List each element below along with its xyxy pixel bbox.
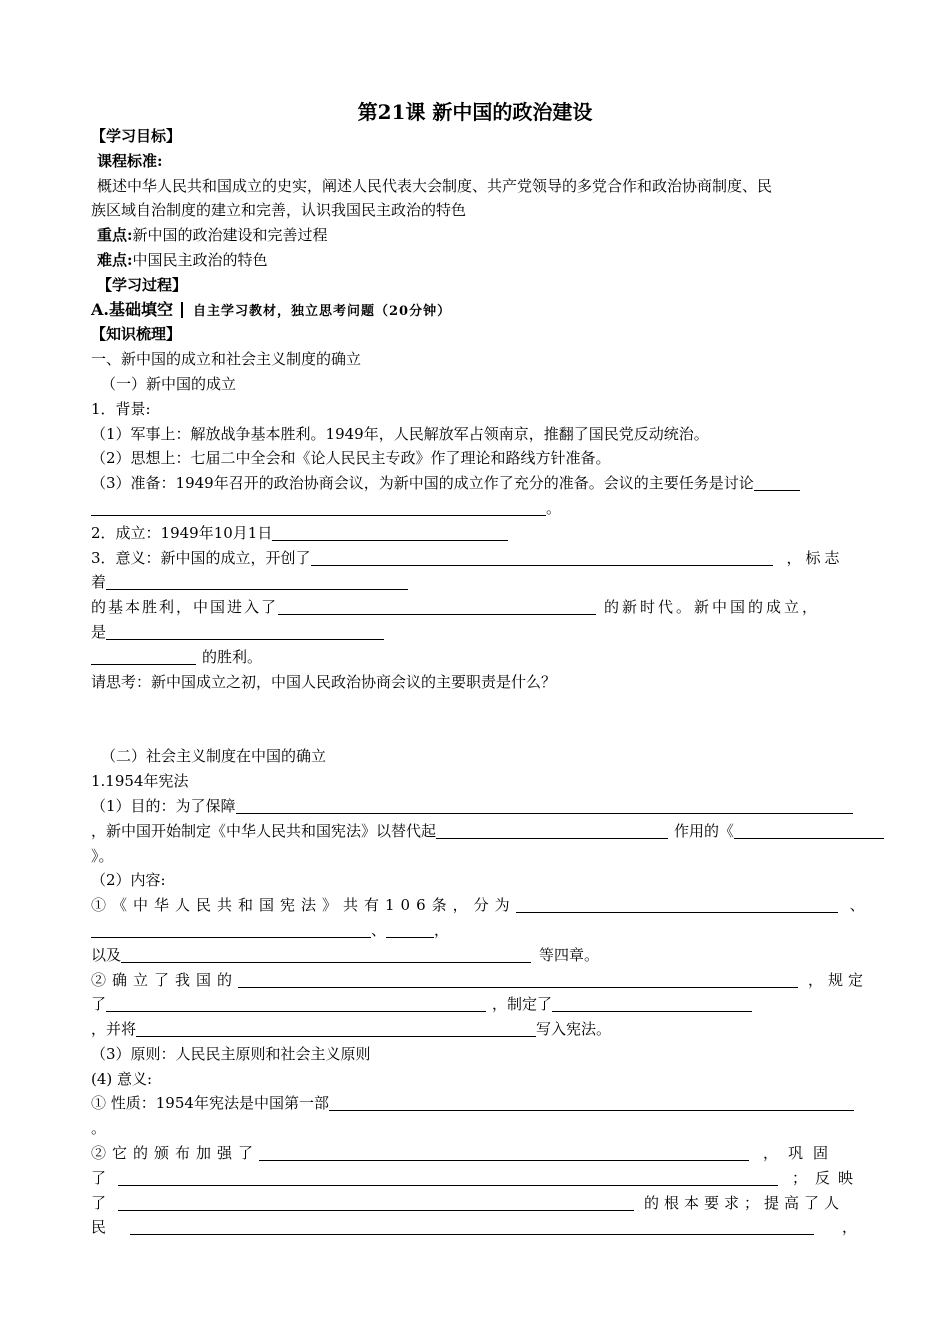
background-label: 1．背景:: [91, 399, 151, 418]
blank[interactable]: [236, 796, 853, 814]
significance-text: ，标志: [786, 548, 844, 567]
content-text: 以及: [91, 945, 122, 964]
blank[interactable]: [754, 473, 800, 491]
standard-text-2: 族区域自治制度的建立和完善，认识我国民主政治的特色: [91, 201, 467, 220]
meaning-text: 了: [91, 1193, 107, 1212]
significance-2: [91, 570, 859, 595]
blank[interactable]: [259, 1143, 749, 1161]
think-question: 请思考：新中国成立之初，中国人民政治协商会议的主要职责是什么？: [91, 672, 557, 691]
content-text: ，制定了: [492, 995, 553, 1014]
significance-text: 着: [91, 573, 107, 592]
significance-text: 3．意义：新中国的成立，开创了: [91, 548, 311, 567]
purpose-text: 作用的《: [674, 821, 735, 840]
meaning-2-cont2: [91, 1191, 859, 1216]
blank[interactable]: [329, 1093, 854, 1111]
standard-text-1: 概述中华人民共和国成立的史实，阐述人民代表大会制度、共产党领导的多党合作和政治协商制度、民: [97, 176, 773, 195]
meaning-text: ① 性质：1954年宪法是中国第一部: [91, 1094, 329, 1113]
purpose-text: ，新中国开始制定《中华人民共和国宪法》以替代起: [91, 821, 437, 840]
blank[interactable]: [516, 895, 838, 913]
section-1-1-heading: （一）新中国的成立: [101, 374, 237, 393]
founding-text: 2．成立：1949年10月1日: [91, 523, 273, 542]
key-label: 重点:: [97, 226, 133, 245]
content-text: 、: [371, 920, 387, 939]
content-text: ，规定: [808, 970, 869, 989]
part-a-sub: 自主学习教材，独立思考问题（20分钟）: [193, 303, 452, 319]
blank[interactable]: [311, 548, 773, 566]
content-1-end: [91, 943, 859, 968]
part-a-lead: A.基础填空: [91, 299, 173, 319]
section-1-heading: 一、新中国的成立和社会主义制度的确立: [91, 350, 362, 369]
significance-1: [91, 546, 859, 571]
blank[interactable]: [136, 1019, 536, 1037]
part-a-heading: [91, 298, 859, 323]
content-1: [91, 893, 865, 918]
key-point: [91, 223, 859, 248]
content-2: [91, 968, 869, 993]
meaning-text: ，: [842, 1218, 858, 1237]
period: 。: [546, 498, 562, 517]
diff-label: 难点:: [97, 250, 133, 269]
background-1: （1）军事上：解放战争基本胜利。1949年，人民解放军占领南京，推翻了国民党反动统治。: [91, 424, 709, 443]
significance-text: 的胜利。: [202, 647, 263, 666]
background-3-cont: [91, 496, 859, 521]
significance-text: 是: [91, 622, 107, 641]
standard-label: 课程标准:: [97, 151, 163, 170]
purpose-1: [91, 794, 859, 819]
purpose-3: 》。: [91, 846, 114, 865]
content-2-cont: [91, 992, 859, 1017]
meaning-text: 的根本要求；提高了人: [644, 1193, 845, 1212]
meaning-label: (4) 意义:: [91, 1069, 153, 1088]
blank[interactable]: [130, 1217, 814, 1235]
divider-bar: [181, 302, 183, 318]
section-1-2-heading: （二）社会主义制度在中国的确立: [101, 747, 327, 766]
knowledge-heading: 【知识梳理】: [91, 325, 182, 344]
blank[interactable]: [106, 994, 486, 1012]
meaning-1-end: 。: [91, 1119, 107, 1138]
blank[interactable]: [436, 821, 668, 839]
background-3-text: （3）准备：1949年召开的政治协商会议，为新中国的成立作了充分的准备。会议的主要任务是讨论: [91, 474, 754, 493]
difficult-point: [91, 248, 859, 273]
content-text: 、: [849, 896, 865, 915]
goals-heading: 【学习目标】: [91, 127, 182, 145]
significance-5: [91, 645, 859, 670]
meaning-2-cont: [91, 1166, 862, 1191]
blank[interactable]: [91, 920, 371, 938]
meaning-text: ②它的颁布加强了: [91, 1144, 260, 1163]
content-1-cont: [91, 918, 859, 943]
purpose-text: （1）目的：为了保障: [91, 796, 236, 815]
content-text: 写入宪法。: [536, 1020, 612, 1039]
blank[interactable]: [118, 1168, 778, 1186]
content-text: ①《中华人民共和国宪法》共有106条，分为: [91, 896, 516, 915]
blank[interactable]: [734, 821, 884, 839]
meaning-text: ，巩固: [763, 1144, 839, 1163]
meaning-text: ；反映: [792, 1168, 862, 1187]
founding-line: [91, 521, 859, 546]
purpose-2: [91, 819, 859, 844]
content-text: 了: [91, 995, 107, 1014]
meaning-text: 民: [91, 1218, 107, 1237]
blank[interactable]: [386, 920, 434, 938]
constitution-heading: 1.1954年宪法: [91, 772, 189, 791]
principle: （3）原则：人民民主原则和社会主义原则: [91, 1044, 371, 1063]
blank[interactable]: [238, 970, 798, 988]
diff-text: 中国民主政治的特色: [132, 250, 268, 269]
content-text: 等四章。: [539, 945, 600, 964]
blank[interactable]: [106, 572, 408, 590]
significance-text: 的新时代。新中国的成立，: [604, 598, 821, 617]
answer-space[interactable]: [91, 694, 859, 744]
meaning-text: 了: [91, 1168, 107, 1187]
content-text: ，并将: [91, 1020, 137, 1039]
significance-3: [91, 595, 859, 620]
blank[interactable]: [91, 647, 196, 665]
blank[interactable]: [121, 945, 531, 963]
content-label: （2）内容:: [91, 871, 166, 890]
lesson-title: 第21课 新中国的政治建设: [357, 100, 593, 124]
background-2: （2）思想上：七届二中全会和《论人民民主专政》作了理论和路线方针准备。: [91, 449, 611, 468]
content-text: ，: [434, 920, 450, 939]
process-heading: 【学习过程】: [97, 275, 188, 294]
blank[interactable]: [91, 498, 546, 516]
key-text: 新中国的政治建设和完善过程: [132, 226, 328, 245]
blank[interactable]: [272, 523, 508, 541]
significance-text: 的基本胜利，中国进入了: [91, 598, 279, 617]
meaning-1: [91, 1091, 859, 1116]
blank[interactable]: [106, 622, 384, 640]
significance-4: [91, 620, 859, 645]
document-body: [91, 124, 869, 1240]
blank[interactable]: [552, 994, 752, 1012]
meaning-2-cont3: [91, 1215, 859, 1240]
blank[interactable]: [278, 597, 596, 615]
content-text: ②确立了我国的: [91, 970, 239, 989]
blank[interactable]: [118, 1193, 634, 1211]
content-2-end: [91, 1017, 859, 1042]
meaning-2: [91, 1141, 859, 1166]
background-3: [91, 471, 859, 496]
